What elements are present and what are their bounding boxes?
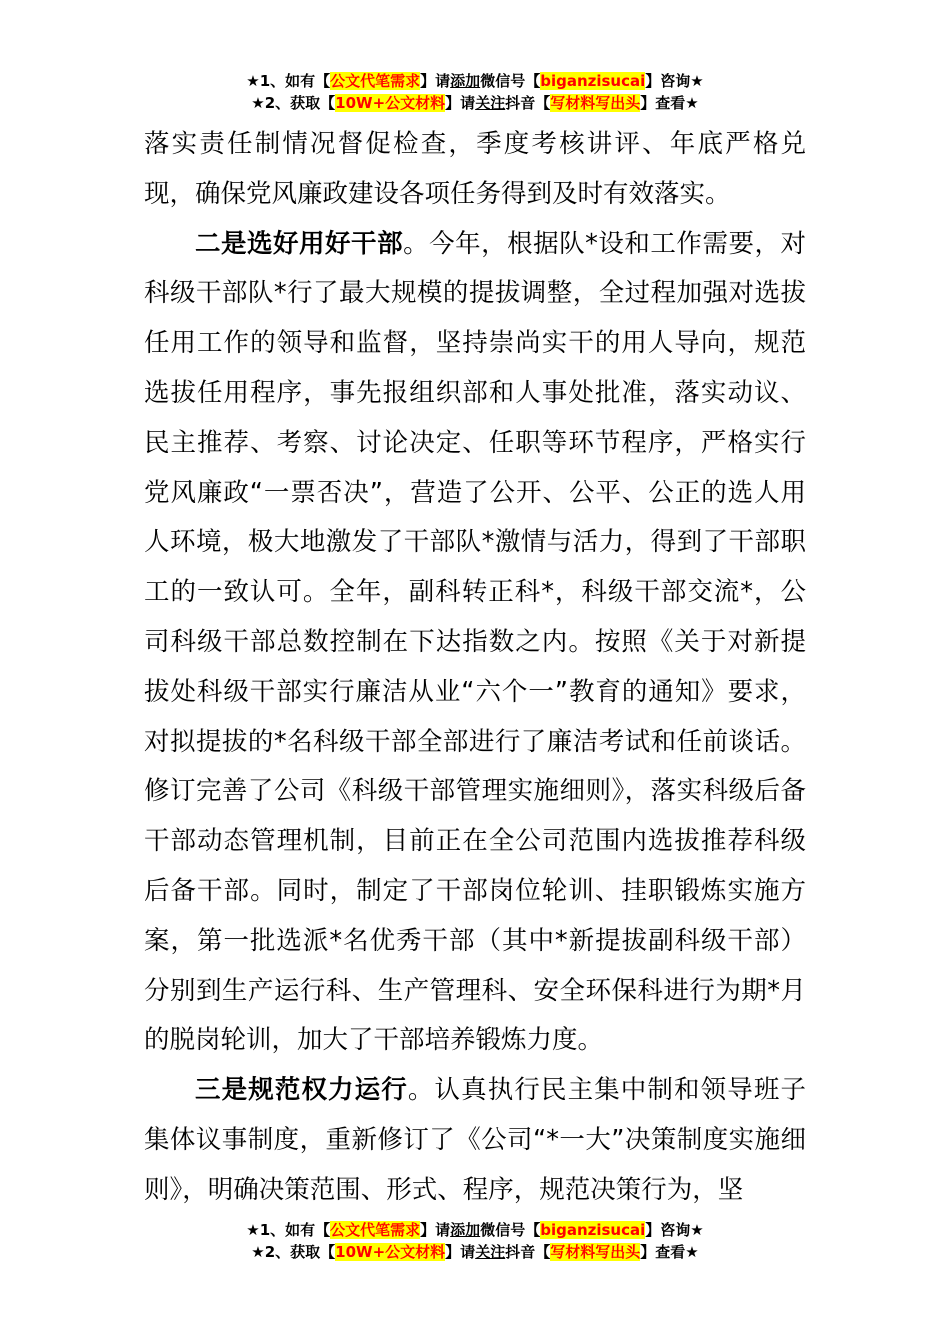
banner-text: 抖音【 bbox=[505, 94, 551, 112]
highlight-service: 公文代笔需求 bbox=[330, 1221, 421, 1239]
banner-text: 】查看 bbox=[640, 1243, 686, 1261]
highlight-materials: 10W+公文材料 bbox=[335, 94, 446, 112]
star-icon: ★ bbox=[685, 1243, 699, 1261]
star-icon: ★ bbox=[251, 1243, 265, 1261]
banner-text: 1、如有【 bbox=[259, 72, 331, 90]
banner-text: 抖音【 bbox=[505, 1243, 551, 1261]
highlight-wechat-id: biganzisucai bbox=[540, 1221, 646, 1239]
banner-line-1 bbox=[0, 1219, 950, 1241]
banner-text: 】咨询 bbox=[645, 72, 691, 90]
banner-text: 】请 bbox=[445, 1243, 476, 1261]
banner-text: 2、获取【 bbox=[264, 1243, 336, 1261]
star-icon: ★ bbox=[690, 72, 704, 90]
banner-text: 微信号【 bbox=[480, 1221, 541, 1239]
star-icon: ★ bbox=[685, 94, 699, 112]
banner-text: 】请 bbox=[420, 72, 451, 90]
paragraph-power-regulation bbox=[144, 1066, 806, 1215]
star-icon: ★ bbox=[690, 1221, 704, 1239]
paragraph-continuation: 落实责任制情况督促检查，季度考核讲评、年底严格兑现，确保党风廉政建设各项任务得到及时有效落实。 bbox=[144, 129, 806, 209]
highlight-materials: 10W+公文材料 bbox=[335, 1243, 446, 1261]
banner-text: 微信号【 bbox=[480, 72, 541, 90]
star-icon: ★ bbox=[246, 1221, 260, 1239]
banner-text: 】查看 bbox=[640, 94, 686, 112]
highlight-wechat-id: biganzisucai bbox=[540, 72, 646, 90]
banner-line-1 bbox=[0, 70, 950, 92]
banner-underlined: 关注 bbox=[475, 1243, 506, 1261]
highlight-douyin: 写材料写出头 bbox=[550, 94, 641, 112]
banner-text: 1、如有【 bbox=[259, 1221, 331, 1239]
banner-underlined: 添加 bbox=[450, 1221, 481, 1239]
paragraph-body: 。认真执行民主集中制和领导班子集体议事制度，重新修订了《公司“*一大”决策制度实施细则》，明确决策范围、形式、程序，规范决策行为，坚 bbox=[144, 1075, 806, 1205]
paragraph-lead: 三是规范权力运行 bbox=[195, 1075, 408, 1106]
banner-line-2 bbox=[0, 1241, 950, 1263]
header-banner bbox=[0, 70, 950, 114]
star-icon: ★ bbox=[251, 94, 265, 112]
banner-text: 】请 bbox=[445, 94, 476, 112]
star-icon: ★ bbox=[246, 72, 260, 90]
banner-text: 】请 bbox=[420, 1221, 451, 1239]
footer-banner bbox=[0, 1219, 950, 1263]
highlight-douyin: 写材料写出头 bbox=[550, 1243, 641, 1261]
banner-underlined: 添加 bbox=[450, 72, 481, 90]
paragraph-body: 。今年，根据队*设和工作需要，对科级干部队*行了最大规模的提拔调整，全过程加强对选拔任用工作的领导和监督，坚持崇尚实干的用人导向，规范选拔任用程序，事先报组织部和人事处批准，落实动议、民主推荐、考察、讨论决定、任职等环节程序，严格实行党风廉政“一票否决”，营造了公开、公平、公正的选人用人环境，极大地激发了干部队*激情与活力，得到了干部职工的一致认可。全年，副科转正科*，科级干部交流*，公司科级干部总数控制在下达指数之内。按照《关于对新提拔处科级干部实行廉洁从业“六个一”教育的通知》要求，对拟提拔的*名科级干部全部进行了廉洁考试和任前谈话。修订完善了公司《科级干部管理实施细则》，落实科级后备干部动态管理机制，目前正在全公司范围内选拔推荐科级后备干部。同时，制定了干部岗位轮训、挂职锻炼实施方案，第一批选派*名优秀干部（其中*新提拔副科级干部）分别到生产运行科、生产管理科、安全环保科进行为期*月的脱岗轮训，加大了干部培养锻炼力度。 bbox=[144, 228, 806, 1056]
banner-text: 】咨询 bbox=[645, 1221, 691, 1239]
banner-text: 2、获取【 bbox=[264, 94, 336, 112]
banner-line-2 bbox=[0, 92, 950, 114]
document-body bbox=[144, 120, 806, 1216]
paragraph-lead: 二是选好用好干部 bbox=[195, 228, 404, 259]
highlight-service: 公文代笔需求 bbox=[330, 72, 421, 90]
paragraph-cadre-selection bbox=[144, 220, 806, 1067]
banner-underlined: 关注 bbox=[475, 94, 506, 112]
